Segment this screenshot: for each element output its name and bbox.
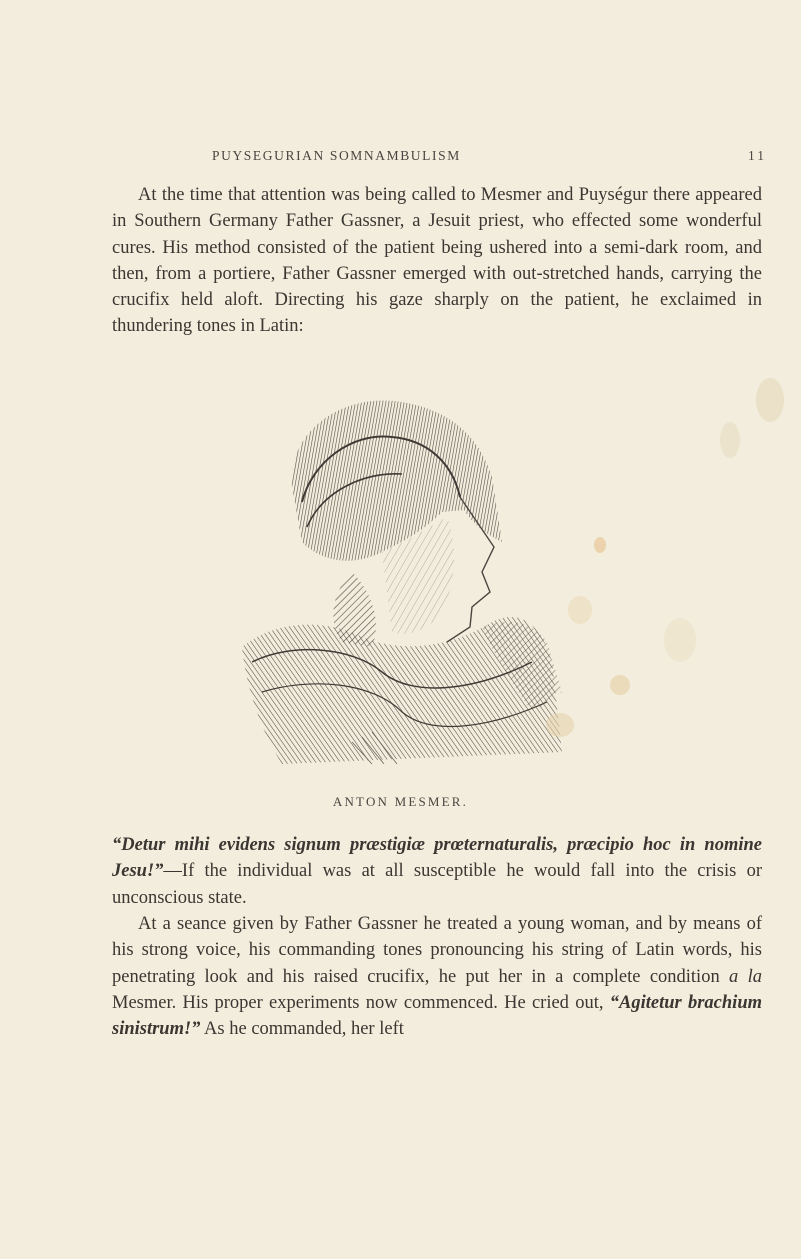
seance-text-b: Mesmer. His proper experiments now commenced. He cried out,: [112, 992, 610, 1013]
portrait-caption: ANTON MESMER.: [332, 794, 469, 809]
seance-italic-a-la: a la: [729, 966, 763, 987]
header-title: PUYSEGURIAN SOMNAMBULISM: [212, 148, 461, 163]
latin-command: “Agitetur brachium sinistrum!”: [112, 992, 762, 1040]
paragraph-latin-invocation: [112, 832, 762, 911]
paragraph-gassner: At the time that attention was being called to Mesmer and Puységur there appeared in Southern Germany Father Gassner, a Jesuit priest, who effected some wonderful cures. His method consisted of the patient being ushered into a semi-dark room, and then, from a portiere, Father Gassner emerged with out-stretched hands, carrying the crucifix held aloft. Directing his gaze sharply on the patient, he exclaimed in thundering tones in Latin:: [112, 185, 762, 337]
latin-invocation: “Detur mihi evidens signum præstigiæ prœternaturalis, præcipio hoc in nomine Jesu!”: [112, 835, 762, 882]
running-header: [0, 148, 801, 170]
page-foxing-stains: [520, 300, 801, 800]
paragraph-seance: [112, 911, 762, 1042]
paragraph-latin-continuation: —If the individual was at all susceptible he would fall into the crisis or unconscious state.: [112, 861, 762, 908]
page-number: 11: [748, 148, 767, 163]
seance-text-c: As he commanded, her left: [200, 1019, 404, 1040]
seance-text-a: At a seance given by Father Gassner he treated a young woman, and by means of his strong voice, his commanding tones pronouncing his string of Latin words, his penetrating look and his raised crucifix, he put her in a complete condition: [112, 914, 762, 987]
